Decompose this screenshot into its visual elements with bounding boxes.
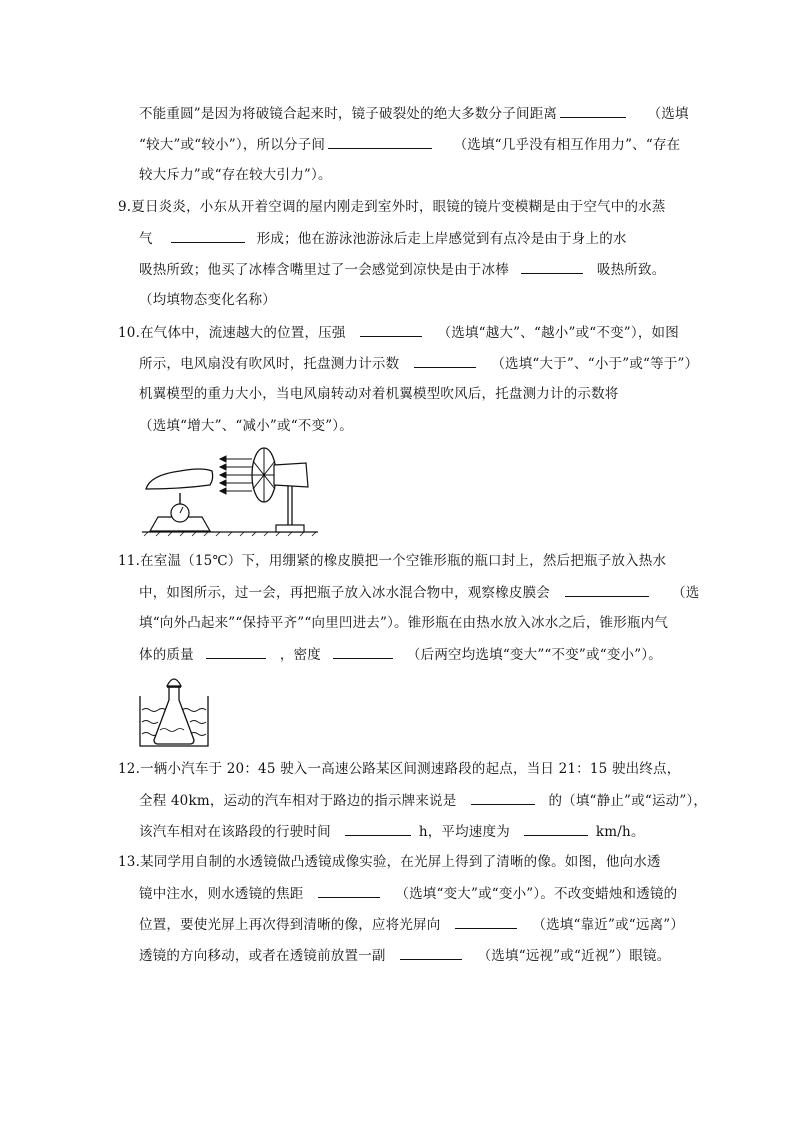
q13-line-2: [139, 883, 677, 904]
q13-text: （选填“远视”或“近视”）眼镜。: [477, 948, 671, 964]
q11-line-1: [118, 551, 666, 571]
q12-blank-2[interactable]: [345, 821, 411, 836]
q11-text: ，密度: [279, 647, 321, 663]
fan-motor: [274, 463, 308, 487]
q12-text: 12.一辆小汽车于 20：45 驶入一高速公路某区间测速路段的起点，当日 21：15 驶出终点，: [118, 761, 681, 777]
q12-line-1: [118, 759, 680, 779]
q9-blank-2[interactable]: [521, 259, 583, 274]
q13-text: 位置，要使光屏上再次得到清晰的像，应将光屏向: [139, 917, 441, 933]
q12-text: 该汽车相对在该路段的行驶时间: [139, 824, 331, 840]
q12-line-2: [139, 790, 707, 811]
q13-blank-2[interactable]: [455, 914, 517, 929]
q10-line-3: [139, 384, 619, 404]
q11-text: 体的质量: [139, 647, 194, 663]
rubber-membrane: [167, 679, 181, 686]
q12-text: h，平均速度为: [418, 824, 510, 840]
q13-text: 透镜的方向移动，或者在透镜前放置一副: [139, 948, 386, 964]
wing-model: [146, 469, 213, 489]
q9-blank-1[interactable]: [171, 228, 245, 243]
q9-text: 9.夏日炎炎，小东从开着空调的屋内刚走到室外时，眼镜的镜片变模糊是由于空气中的水蒸: [118, 199, 666, 215]
q10-text: 所示，电风扇没有吹风时，托盘测力计示数: [139, 356, 400, 372]
q9-line-3: [139, 259, 665, 280]
q9-line-4: [139, 290, 276, 310]
q11-text: 中，如图所示，过一会，再把瓶子放入冰水混合物中，观察橡皮膜会: [139, 585, 550, 601]
q8-line-2: [139, 134, 680, 155]
q11-text: （后两空均选填“变大”“不变”或“变小”）。: [406, 647, 662, 663]
q12-text: 的（填“静止”或“运动”），: [548, 793, 708, 809]
q9-text: 气: [139, 231, 153, 247]
q10-text: （选填“增大”、“减小”或“不变”）。: [139, 418, 353, 434]
q11-line-3: [139, 613, 668, 633]
q12-blank-1[interactable]: [471, 790, 535, 805]
q9-text: 吸热所致。: [596, 262, 666, 278]
q11-text: 11.在室温（15℃）下，用绷紧的橡皮膜把一个空锥形瓶的瓶口封上，然后把瓶子放入热水: [118, 553, 667, 569]
q13-text: （选填“靠近”或“远离”）: [532, 917, 685, 933]
q13-blank-3[interactable]: [400, 945, 462, 960]
q10-text: （选填“大于”、“小于”或“等于”）: [491, 356, 699, 372]
fan-wing-figure: [140, 445, 320, 537]
airflow-arrows: [220, 456, 252, 494]
fan-base: [276, 525, 304, 532]
q11-blank-1[interactable]: [565, 582, 649, 597]
q8-text: （选填“几乎没有相互作用力”、“存在: [453, 137, 681, 153]
q8-text: 较大斥力”或“存在较大引力”）。: [139, 167, 332, 183]
q8-blank-1[interactable]: [560, 103, 626, 118]
q9-text: 吸热所致；他买了冰棒含嘴里过了一会感觉到凉快是由于冰棒: [139, 262, 509, 278]
q13-text: 镜中注水，则水透镜的焦距: [139, 886, 304, 902]
q10-text: 10.在气体中，流速越大的位置，压强: [118, 325, 346, 341]
q11-line-2: [139, 582, 699, 603]
q13-line-1: [118, 852, 661, 872]
q10-text: 机翼模型的重力大小，当电风扇转动对着机翼模型吹风后，托盘测力计的示数将: [139, 386, 619, 402]
q8-blank-2[interactable]: [328, 134, 432, 149]
q13-line-3: [139, 914, 684, 935]
q8-text: 不能重圆”是因为将破镜合起来时，镜子破裂处的绝大多数分子间距离: [139, 106, 558, 122]
q12-text: 全程 40km，运动的汽车相对于路边的指示牌来说是: [139, 793, 457, 809]
q11-text: 填“向外凸起来”“保持平齐”“向里凹进去”）。锥形瓶在由热水放入冰水之后，锥形瓶内气: [139, 615, 669, 631]
q13-text: （选填“变大”或“变小”）。不改变蜡烛和透镜的: [395, 886, 678, 902]
q9-line-2: [139, 228, 627, 249]
q12-text: km/h。: [595, 824, 645, 840]
q9-text: （均填物态变化名称）: [139, 292, 276, 308]
q9-line-1: [118, 197, 666, 217]
q12-line-3: [139, 821, 645, 842]
q9-text: 形成；他在游泳池游泳后走上岸感觉到有点冷是由于身上的水: [256, 231, 627, 247]
q10-line-2: [139, 353, 698, 374]
q13-text: 13.某同学用自制的水透镜做凸透镜成像实验，在光屏上得到了清晰的像。如图，他向水透: [118, 854, 661, 870]
q8-text: “较大”或“较小”），所以分子间: [139, 137, 326, 153]
q10-blank-1[interactable]: [360, 322, 422, 337]
q11-line-4: [139, 644, 662, 665]
conical-flask: [154, 686, 194, 744]
q11-blank-2[interactable]: [206, 644, 266, 659]
flask-in-water-figure: [138, 670, 210, 750]
q8-text: （选填: [647, 106, 689, 122]
q12-blank-3[interactable]: [524, 821, 588, 836]
q10-blank-2[interactable]: [414, 353, 476, 368]
q13-blank-1[interactable]: [318, 883, 380, 898]
q11-text: （选: [672, 585, 700, 601]
q8-line-1: [139, 103, 689, 124]
q10-line-1: [118, 322, 679, 343]
q11-blank-3[interactable]: [333, 644, 393, 659]
q10-text: （选填“越大”、“越小”或“不变”），如图: [437, 325, 679, 341]
q8-line-3: [139, 165, 332, 185]
q13-line-4: [139, 945, 670, 966]
q10-line-4: [139, 416, 353, 436]
